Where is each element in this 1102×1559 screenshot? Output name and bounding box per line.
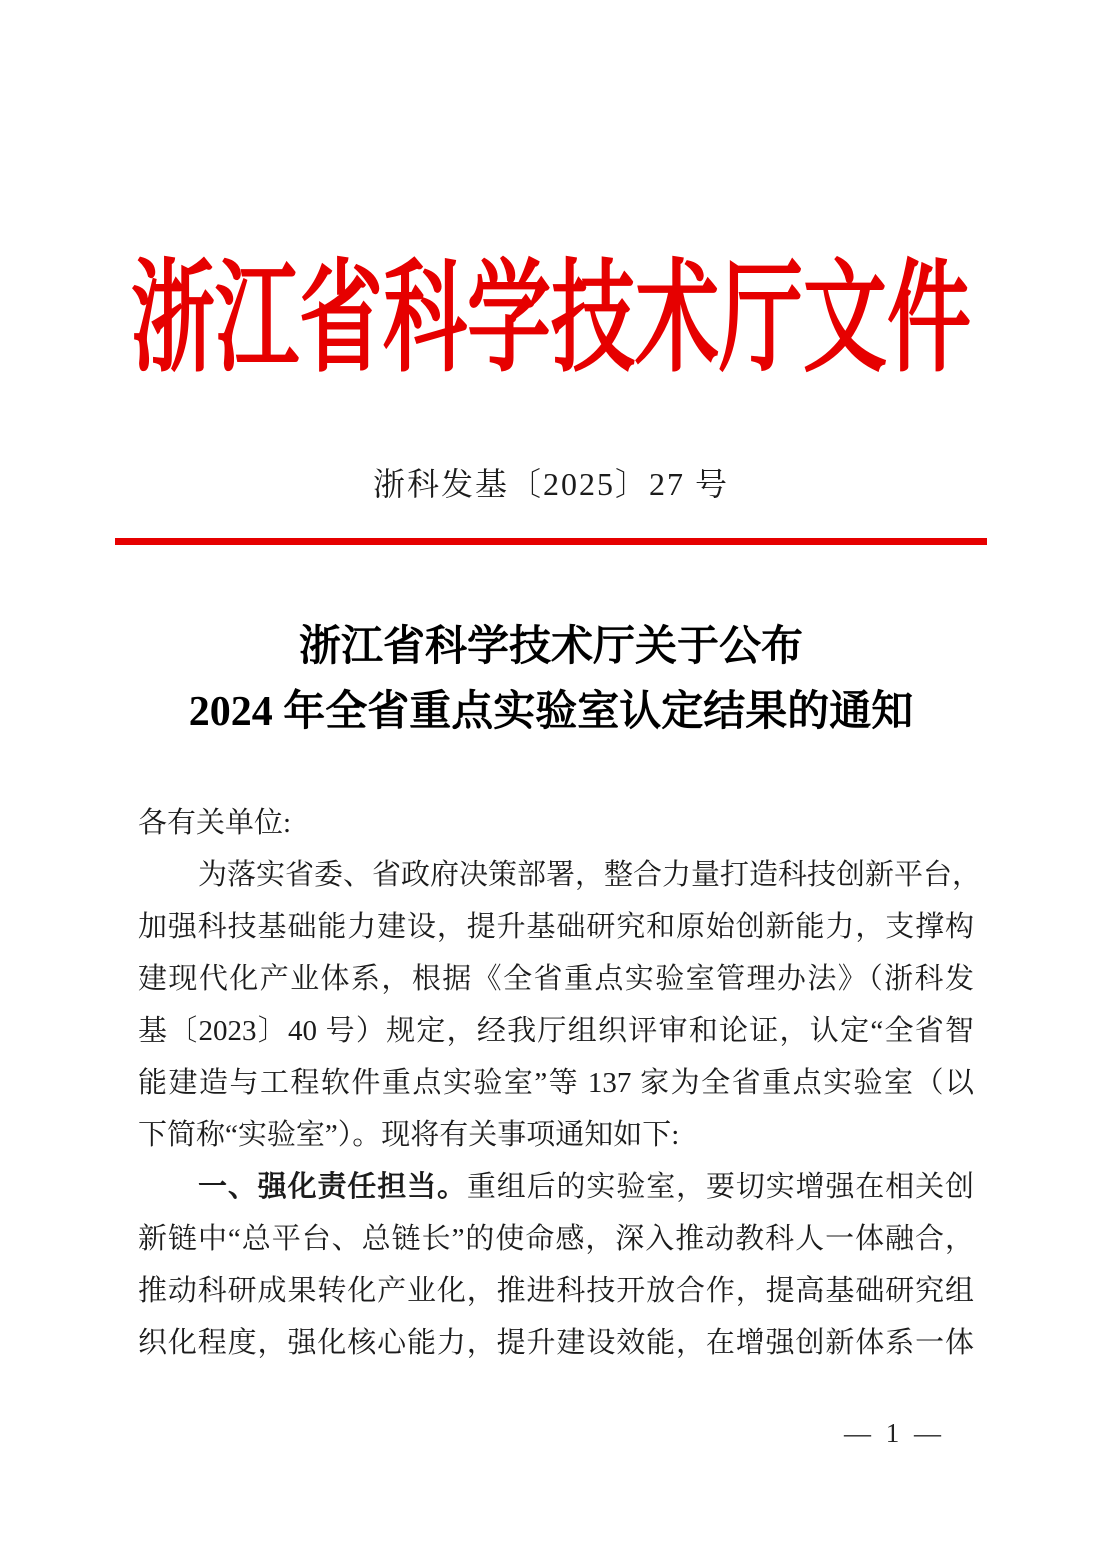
body-line [138, 1005, 974, 1057]
document-title-line2: 2024 年全省重点实验室认定结果的通知 [188, 689, 914, 735]
body-text [138, 797, 982, 1369]
red-divider-line [115, 538, 987, 545]
body-run-text: 织化程度，强化核心能力，提升建设效能，在增强创新体系一体 [138, 1327, 974, 1359]
body-run-text: 基〔2023〕40 号）规定，经我厅组织评审和论证，认定“全省智 [138, 1015, 974, 1047]
body-line [138, 849, 982, 901]
body-run-text: 重组后的实验室，要切实增强在相关创 [466, 1171, 974, 1203]
body-line [138, 1213, 974, 1265]
body-line [138, 797, 974, 849]
document-title [0, 615, 1102, 745]
body-run-text: 推动科研成果转化产业化，推进科技开放合作，提高基础研究组 [138, 1275, 974, 1307]
body-line [138, 1317, 974, 1369]
page-number: — 1 — [844, 1418, 945, 1448]
body-line [138, 953, 974, 1005]
body-line [138, 1109, 974, 1161]
body-emphasis-text: 一、强化责任担当。 [198, 1171, 467, 1203]
body-run-text: 为落实省委、省政府决策部署，整合力量打造科技创新平台， [198, 859, 982, 891]
body-run-text: 加强科技基础能力建设，提升基础研究和原始创新能力，支撑构 [138, 911, 974, 943]
body-run-text: 各有关单位: [138, 807, 292, 839]
document-title-line1: 浙江省科学技术厅关于公布 [298, 624, 803, 670]
body-line [138, 1057, 974, 1109]
body-run-text: 建现代化产业体系，根据《全省重点实验室管理办法》（浙科发 [138, 963, 974, 995]
body-line [138, 1161, 974, 1213]
body-line [138, 1265, 974, 1317]
body-line [138, 901, 974, 953]
document-number: 浙科发基〔2025〕27 号 [372, 466, 729, 502]
document-header-title: 浙江省科学技术厅文件 [130, 252, 971, 388]
body-run-text: 下简称“实验室”）。现将有关事项通知如下: [138, 1119, 680, 1151]
body-run-text: 新链中“总平台、总链长”的使命感，深入推动教科人一体融合， [138, 1223, 974, 1255]
body-run-text: 能建造与工程软件重点实验室”等 137 家为全省重点实验室（以 [138, 1067, 974, 1099]
